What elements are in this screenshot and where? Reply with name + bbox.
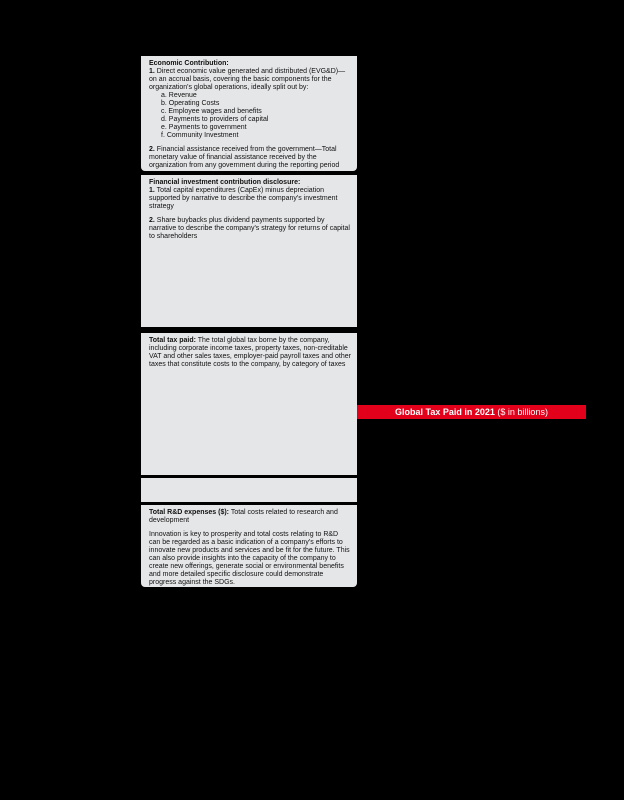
- rd-expenses-panel: [141, 505, 357, 587]
- list-item: f. Community Investment: [161, 132, 239, 139]
- banner-title: Global Tax Paid in 2021: [395, 407, 495, 417]
- financial-item1-number: 1.: [149, 187, 155, 194]
- list-item: a. Revenue: [161, 92, 197, 99]
- blank-panel: [141, 478, 357, 502]
- list-item: d. Payments to providers of capital: [161, 116, 269, 123]
- financial-investment-title: Financial investment contribution disclosure:: [149, 179, 301, 186]
- economic-item1-number: 1.: [149, 68, 155, 75]
- financial-item2-text: Share buybacks plus dividend payments supported by narrative to describe the company's strategy for returns of capital to shareholders: [149, 217, 350, 240]
- financial-item1-text: Total capital expenditures (CapEx) minus depreciation supported by narrative to describe the company's investment strategy: [149, 187, 338, 210]
- list-item: e. Payments to government: [161, 124, 247, 131]
- rd-text: Total costs related to research and development: [149, 509, 338, 524]
- total-tax-text: The total global tax borne by the company, including corporate income taxes, property taxes, non-creditable VAT and other sales taxes, employer-paid payroll taxes and other taxes that constitute costs to the company, by category of taxes: [149, 337, 351, 368]
- list-item: b. Operating Costs: [161, 100, 220, 107]
- economic-contribution-title: Economic Contribution:: [149, 60, 229, 67]
- total-tax-title: Total tax paid:: [149, 337, 196, 344]
- rd-paragraph: Innovation is key to prosperity and total costs relating to R&D can be regarded as a basic indication of a company's efforts to innovate new products and services and be fit for the future. This can also provide insights into the capacity of the company to create new offerings, generate social or environmental benefits and more detailed specific disclosure could demonstrate progress against the SDGs.: [149, 531, 350, 586]
- financial-investment-panel: [141, 175, 357, 327]
- economic-contribution-panel: [141, 56, 357, 171]
- economic-item1-text: Direct economic value generated and distributed (EVG&D)—on an accrual basis, covering the basic components for the organization's global operations, ideally split out by:: [149, 68, 346, 91]
- rd-title: Total R&D expenses ($):: [149, 509, 229, 516]
- banner-unit: ($ in billions): [497, 407, 548, 417]
- financial-item2-number: 2.: [149, 217, 155, 224]
- list-item: c. Employee wages and benefits: [161, 108, 262, 115]
- economic-components-list: [149, 92, 351, 140]
- economic-item2-text: Financial assistance received from the government—Total monetary value of financial assistance received by the organization from any government during the reporting period: [149, 146, 340, 169]
- global-tax-banner: [357, 405, 586, 419]
- total-tax-paid-panel: [141, 333, 357, 475]
- economic-item2-number: 2.: [149, 146, 155, 153]
